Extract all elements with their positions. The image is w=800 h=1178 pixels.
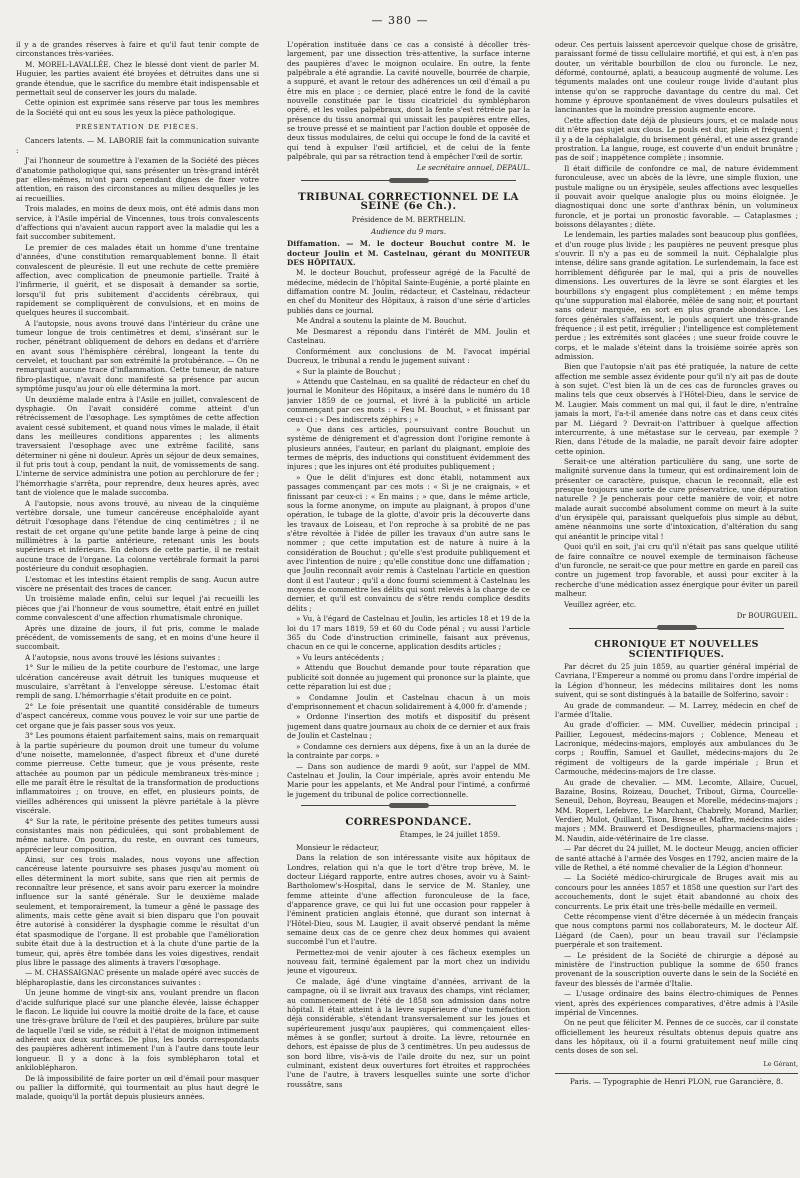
paragraph: Un jeune homme de vingt-six ans, voulant prendre un flacon d'acide sulfurique placé sur une planche élevée, laisse échapper le flacon. Le liquide lui couvre la moitié droite de la face, et cause une très-grave brûlure de l'œil et des paupières, brûlure par suite de laquelle l'œil se vide, se réduit à l'état de moignon intimement adhérent aux deux surfaces. De plus, les bords correspondants des paupières adhèrent intimement l'un à l'autre dans toute leur longueur. Il y a donc à la fois symblépharon total et ankiloblépharon. xyxy=(16,988,259,1072)
paragraph: Par décret du 25 juin 1859, au quartier général impérial de Cavriana, l'Empereur a nommé ou promu dans l'ordre impérial de la Légion d'honneur, les médecins militaires dont les noms suivent, qui se sont distingués à la bataille de Solferino, savoir : xyxy=(555,661,798,699)
audience-date: Audience du 9 mars. xyxy=(370,226,447,236)
paragraph: — L'usage ordinaire des bains électro-chimiques de Pennes vient, après des expériences comparatives, d'être admis à l'Asile impérial de Vincennes. xyxy=(555,989,798,1017)
paragraph: Cette opinion est exprimée sans réserve par tous les membres de la Société qui ont eu sous les yeux la pièce pathologique. xyxy=(16,98,259,117)
paragraph: il y a de grandes réserves à faire et qu'il faut tenir compte de circonstances très-variées. xyxy=(16,40,259,59)
column-middle xyxy=(287,40,530,1168)
paragraph: A l'autopsie, nous avons trouvé dans l'intérieur du crâne une tumeur longue de trois centimètres et demi, s'insérant sur le rocher, pénétrant obliquement de dehors en dedans et d'arrière en avant sous l'hémisphère cérébral, longeant la tente du cervelet, et touchant par son extrémité la protubérance. — On ne remarquait aucune trace d'inflammation. Cette tumeur, de nature fibro-plastique, n'avait donc manifesté sa présence par aucun symptôme jusqu'au jour où elle détermina la mort. xyxy=(16,318,259,394)
paragraph: » Que dans ces articles, poursuivant contre Bouchut un système de dénigrement et d'agression dont l'origine remonte à plusieurs années, l'auteur, en parlant du plaignant, emploie des termes de mépris, des inductions qui constituent évidemment des injures ; que les injures ont été produites publiquement ; xyxy=(287,425,530,472)
paragraph: — Le président de la Société de chirurgie a déposé au ministère de l'instruction publique la somme de 650 francs provenant de la souscription ouverte dans le sein de la Société en faveur des blessés de l'armée d'Italie. xyxy=(555,950,798,988)
paragraph: » Ordonne l'insertion des motifs et dispositif du présent jugement dans quatre journaux au choix de ce dernier et aux frais de Joulin et Castelnau ; xyxy=(287,712,530,741)
paragraph: » Que le délit d'injures est donc établi, notamment aux passages commençant par ces mots : « Si je ne craignais, » et finissant par ceux-ci : « En mains ; » que, dans le même article, sous la forme anonyme, on impute au plaignant, à propos d'une opération, le tubage de la glotte, d'avoir pris la découverte dans les travaux de Loiseau, et l'on reproche à sa probité de ne pas s'être révoltée à l'idée de piller les travaux d'un autre sans le nommer ; que cette imputation est de nature à nuire à la considération de Bouchut ; qu'elle s'est produite publiquement et avec l'intention de nuire ; qu'elle constitue donc une diffamation ; que Joulin reconnaît avoir remis à Castelnau l'article en question dont il est l'auteur ; qu'il a donc fourni sciemment à Castelnau les moyens de commettre les délits qui sont relevés à la charge de ce dernier, et qu'il est convaincu de s'être rendu complice desdits délits ; xyxy=(287,472,530,613)
ornamental-divider xyxy=(301,802,516,810)
paragraph: » Attendu que Castelnau, en sa qualité de rédacteur en chef du journal le Moniteur des Hôpitaux, a inséré dans le numéro du 18 janvier 1859 de ce journal, et livré à la publicité un article commençant par ces mots : « Feu M. Bouchut, » et finissant par ceux-ci : « Des indiscrets zéphirs ; » xyxy=(287,377,530,424)
gerant-label: Le Gérant, xyxy=(763,1059,798,1068)
paragraph: De là impossibilité de faire porter un œil d'émail pour masquer ou pallier la difformité, qui tourmentait au plus haut degré le malade, quoiqu'il la portât depuis plusieurs années. xyxy=(16,1073,259,1102)
paragraph: » Vu, à l'égard de Castelnau et Joulin, les articles 18 et 19 de la loi du 17 mars 1819, 59 et 60 du Code pénal ; vu aussi l'article 365 du Code d'instruction criminelle, faisant aux prévenus, chacun en ce qui le concerne, application desdits articles ; xyxy=(287,614,530,652)
paragraph: M. MOREL-LAVALLÉE. Chez le blessé dont vient de parler M. Huguier, les parties avaient été broyées et détruites dans une si grande étendue, que le sacrifice du membre était indispensable et permettait seul de conserver les jours du malade. xyxy=(16,59,259,97)
paragraph: 1° Sur le milieu de la petite courbure de l'estomac, une large ulcération cancéreuse avait détruit les tuniques muqueuse et musculaire, s'arrêtant à l'enveloppe séreuse. L'estomac était rempli de sang. L'hémorrhagie s'était produite en ce point. xyxy=(16,663,259,701)
paragraph: — Par décret du 24 juillet, M. le docteur Meugg, ancien officier de santé attaché à l'armée des Vosges en 1792, ancien maire de la ville de Rethel, a été nommé chevalier de la Légion d'honneur. xyxy=(555,844,798,872)
column-left xyxy=(16,40,259,1168)
paragraph: Bien que l'autopsie n'ait pas été pratiquée, la nature de cette affection me semble assez évidente pour qu'il n'y ait pas de doute à son sujet. C'est bien là un de ces cas de furoncles graves ou malins tels que ceux observés à l'Hôtel-Dieu, dans le service de M. Laugier. Mais comment un mal qui, il faut le dire, n'entraîne jamais la mort, l'a-t-il amenée dans notre cas et dans ceux cités par M. Liégard ? Devrait-on l'attribuer à quelque affection intercurrente, à une métastase sur le cerveau, par exemple ? Rien, dans l'étude de la maladie, ne paraît devoir faire adopter cette opinion. xyxy=(555,362,798,456)
page-number: — 380 — xyxy=(371,14,429,27)
section-title-pieces: PRÉSENTATION DE PIÈCES. xyxy=(75,123,200,132)
paragraph: Un deuxième malade entra à l'Asile en juillet, convalescent de dysphagie. On l'avait considéré comme atteint d'un rétrécissement de l'œsophage. Les symptômes de cette affection avaient cessé subitement, et quand nous vîmes le malade, il était dans les meilleures conditions apparentes ; les aliments traversaient l'œsophage avec une extrême facilité, sans déterminer ni gêne ni douleur. Après un séjour de deux semaines, il fut pris tout à coup, pendant la nuit, de vomissements de sang. L'interne de service administra une potion au perchlorure de fer ; l'hémorrhagie s'arrêta, pour reprendre, deux heures après, avec tant de violence que le malade succomba. xyxy=(16,394,259,498)
paragraph: Quoi qu'il en soit, j'ai cru qu'il n'était pas sans quelque utilité de faire connaître ce nouvel exemple de terminaison fâcheuse d'un furoncle, ne serait-ce que pour mettre en garde en pareil cas contre un jugement trop favorable, et aussi pour exciter à la recherche d'une médication assez énergique pour éviter un pareil malheur. xyxy=(555,542,798,599)
paragraph: J'ai l'honneur de soumettre à l'examen de la Société des pièces d'anatomie pathologique qui, sans présenter un très-grand intérêt par elles-mêmes, m'ont paru cependant dignes de fixer votre attention, en raison des circonstances au milieu desquelles je les ai recueillies. xyxy=(16,156,259,203)
ornamental-divider xyxy=(301,177,516,185)
paragraph: On ne peut que féliciter M. Pennes de ce succès, car il constate officiellement les heureux résultats obtenus depuis quatre ans dans les hôpitaux, où il a fourni gratuitement neuf mille cinq cents doses de son sel. xyxy=(555,1018,798,1056)
signature-bourgueil: Dr BOURGUEIL. xyxy=(736,610,798,620)
paragraph: Dans la relation de son intéressante visite aux hôpitaux de Londres, relation qui n'a que le tort d'être trop brève, M. le docteur Liégard rapporte, entre autres choses, avoir vu à Saint-Bartholomew's-Hospital, dans le service de M. Stanley, une femme atteinte d'une affection furonculeuse de la face, d'apparence grave, ce qui lui fut une occasion pour rappeler à l'éminent praticien anglais étonné, que durant son internat à l'Hôtel-Dieu, sous M. Laugier, il avait observé pendant la même semaine deux cas de ce genre chez deux hommes qui avaient succombé l'un et l'autre. xyxy=(287,853,530,947)
paragraph: Le lendemain, les parties malades sont beaucoup plus gonflées, et d'un rouge plus livide ; les paupières ne peuvent presque plus s'ouvrir. Il n'y a pas eu de sommeil la nuit. Céphalalgie plus intense, délire sans grande agitation. Le surlendemain, la face est horriblement défigurée par le mal, qui a pris de nouvelles dimensions. Les ouvertures de la lèvre se sont élargies et les bourbillons s'y engagent plus complètement ; en même temps qu'une suppuration mal élaborée, mêlée de sang noir, et pourtant sans odeur marquée, en sort en plus grande abondance. Les forces générales s'affaissent, le pouls acquiert une très-grande fréquence ; il est petit, irrégulier ; l'intelligence est complètement perdue ; les extrémités sont glacées ; une sueur froide couvre le corps, et le malade s'éteint dans la troisième soirée après son admission. xyxy=(555,230,798,361)
imprint: Paris. — Typographie de Henri PLON, rue Garancière, 8. xyxy=(569,1077,784,1087)
paragraph: Cette récompense vient d'être décernée à un médecin français que nous comptons parmi nos collaborateurs, M. le docteur Alf. Liégard (de Caen), pour un beau travail sur l'éclampsie puerpérale et son traitement. xyxy=(555,912,798,950)
paragraph: Un troisième malade enfin, celui sur lequel j'ai recueilli les pièces que j'ai l'honneur de vous soumettre, était entré en juillet comme convalescent d'une affection rhumatismale chronique. xyxy=(16,594,259,623)
paragraph: » Attendu que Bouchut demande pour toute réparation que publicité soit donnée au jugement qui prononce sur la plainte, que cette réparation lui est due ; xyxy=(287,663,530,692)
paragraph: Cette affection date déjà de plusieurs jours, et ce malade nous dit n'être pas sujet aux clous. Le pouls est dur, plein et fréquent ; il y a de la céphalalgie, du brisement général, et une assez grande prostration. La langue, rouge, est couverte d'un enduit brunâtre ; pas de soif ; inappétence complète ; insomnie. xyxy=(555,115,798,163)
paragraph: A l'autopsie, nous avons trouvé, au niveau de la cinquième vertèbre dorsale, une tumeur cancéreuse encéphaloïde ayant détruit l'œsophage dans l'étendue de cinq centimètres ; il ne restait de cet organe qu'une petite bande large à peine de cinq millimètres à la partie antérieure, retenant unis les bouts supérieurs et inférieurs. En dehors de cette partie, il ne restait aucune trace de l'organe. La colonne vertébrale formait la paroi postérieure du conduit œsophagien. xyxy=(16,498,259,574)
paragraph: odeur. Ces pertuis laissent apercevoir quelque chose de grisâtre, paraissant formé de tissu cellulaire mortifié, et qui est, à n'en pas douter, un véritable bourbillon de clou ou furoncle. Le nez, déformé, contourné, aplati, a beaucoup augmenté de volume. Les téguments malades ont une couleur rouge livide d'autant plus intense qu'on se rapproche davantage du centre du mal. Cet homme y éprouve spontanément de vives douleurs pulsatiles et lancinantes que la moindre pression augmente encore. xyxy=(555,40,798,115)
paragraph: L'estomac et les intestins étaient remplis de sang. Aucun autre viscère ne présentait des traces de cancer. xyxy=(16,574,259,593)
paragraph: » Vu leurs antécédents ; xyxy=(296,652,385,662)
paragraph: « Sur la plainte de Bouchut ; xyxy=(296,366,401,376)
paragraph: Trois malades, en moins de deux mois, ont été admis dans mon service, à l'Asile impérial de Vincennes, tous trois convalescents d'affections qui n'avaient aucun rapport avec la maladie qui les a fait succomber subitement. xyxy=(16,204,259,242)
footer-rule xyxy=(555,1073,798,1074)
paragraph: Me Andral a soutenu la plainte de M. Bouchut. xyxy=(296,316,467,326)
correspondance-title: CORRESPONDANCE. xyxy=(345,815,472,828)
paragraph: » Condamne ces derniers aux dépens, fixe à un an la durée de la contrainte par corps. » xyxy=(287,741,530,761)
presidence: Présidence de M. BERTHELIN. xyxy=(351,214,466,224)
paragraph: Au grade de chevalier. — MM. Lecomte, Allaire, Cucuel, Bazaine, Bosins, Roizeau, Douchet, Tribout, Girma, Courcelle-Seneuil, Dehon, Boyreau, Beaugen et Morelle, médecins-majors ; MM. Ropert, Lefebvre, Le Marchant, Chabrely, Morand, Marlier, Verdier, Mulot, Quillant, Tison, Bresse et Maffre, médecins aides-majors ; MM. Brauwerd et Desdigneulles, pharmaciens-majors ; M. Naudin, aide-vétérinaire de 1re classe. xyxy=(555,777,798,843)
paragraph: Au grade d'officier. — MM. Cuvellier, médecin principal ; Paillier, Legouest, médecins-majors ; Coblence, Meneau et Lacronique, médecins-majors, employés aux ambulances du 3e corps ; Rouffin, Samuel et Gaullet, médecins-majors du 2e régiment de voltigeurs de la garde impériale ; Brun et Carmouche, médecins-majors de 1re classe. xyxy=(555,720,798,777)
paragraph: Au grade de commandeur. — M. Larrey, médecin en chef de l'armée d'Italie. xyxy=(555,700,798,719)
paragraph: L'opération instituée dans ce cas a consisté à décoller très-largement, par une dissection très-attentive, la surface interne des paupières d'avec le moignon oculaire. En outre, la fente palpébrale a été agrandie. La cavité nouvelle, bourrée de charpie, a suppuré, et avant le retour des adhérences un œil d'émail a pu être mis en place ; ce dernier, placé entre le fond de la cavité nouvelle constituée par le tissu cicatriciel du symblépharon opéré, et les voiles palpébraux, dont la fente s'est rétrécie par la présence du tissu anormal qui unissait les paupières entre elles, se trouve pressé et se maintient par l'action double et opposée de deux tissus modulaires, de celui qui occupe le fond de la cavité et qui tend à expulser l'œil artificiel, et de celui de la fente palpébrale, qui par sa rétraction tend à empêcher l'œil de sortir. xyxy=(287,40,530,162)
paragraph: A l'autopsie, nous avons trouvé les lésions suivantes : xyxy=(25,652,221,662)
column-right xyxy=(555,40,798,1168)
salutation: Monsieur le rédacteur, xyxy=(296,842,380,852)
paragraph: M. le docteur Bouchut, professeur agrégé de la Faculté de médecine, médecin de l'hôpital Sainte-Eugénie, a porté plainte en diffamation contre M. Joulin, rédacteur, et Castelnau, rédacteur en chef du Moniteur des Hôpitaux, à raison d'une série d'articles publiés dans ce journal. xyxy=(287,268,530,315)
paragraph: Il était difficile de confondre ce mal, de nature évidemment furonculeuse, avec un abcès de la lèvre, une simple fluxion, une pustule maligne ou un érysipèle, seules affections avec lesquelles il pouvait avoir quelque analogie plus ou moins éloignée. Je diagnostiquai donc une sorte d'anthrax bénin, un volumineux furoncle, et je portai un pronostic favorable. — Cataplasmes ; boissons délayantes ; diète. xyxy=(555,163,798,229)
paragraph: 4° Sur la rate, le péritoine présente des petites tumeurs aussi consistantes mais non pédiculées, qui sont probablement de même nature. On pourra, du reste, en ouvrant ces tumeurs, apprécier leur composition. xyxy=(16,816,259,854)
paragraph: Conformément aux conclusions de M. l'avocat impérial Ducreux, le tribunal a rendu le jugement suivant : xyxy=(287,346,530,366)
ornamental-divider xyxy=(569,624,784,632)
chronique-title: CHRONIQUE ET NOUVELLES SCIENTIFIQUES. xyxy=(594,639,759,660)
paragraph: Diffamation. — M. le docteur Bouchut contre M. le docteur Joulin et M. Castelnau, gérant du MONITEUR DES HÔPITAUX. xyxy=(287,239,530,267)
paragraph: Me Desmarest a répondu dans l'intérêt de MM. Joulin et Castelnau. xyxy=(287,326,530,346)
paragraph: Serait-ce une altération particulière du sang, une sorte de malignité survenue dans la tumeur, qui est ordinairement loin de présenter ce caractère, puisque, chacun le reconnaît, elle est presque toujours une sorte de cure préservatrice, une dépuration naturelle ? Je pencherais pour cette manière de voir, et notre malade aurait succombé absolument comme on meurt à la suite d'un érysipèle qui, paraissant quelquefois plus simple au début, amène néanmoins une sorte d'intoxication, d'altération du sang qui anéantit le principe vital ! xyxy=(555,457,798,541)
paragraph: — M. CHASSAIGNAC présente un malade opéré avec succès de blépharoplastie, dans les circonstances suivantes : xyxy=(16,968,259,987)
tribunal-title: TRIBUNAL CORRECTIONNEL DE LA SEINE (6e Ch.). xyxy=(298,190,519,213)
paragraph: Veuillez agréer, etc. xyxy=(564,599,637,609)
paragraph: Le premier de ces malades était un homme d'une trentaine d'années, d'une constitution remarquablement bonne. Il était convalescent de pleurésie. Il eut une rechute de cette première affection, avec complication de pneumonie partielle. Traité à l'infirmerie, il guérit, et se disposait à demander sa sortie, lorsqu'il fut pris subitement d'accidents cérébraux, qui rapidement se compliquèrent de convulsions, et en moins de quelques heures il succombait. xyxy=(16,242,259,318)
signature-secretary: Le secrétaire annuel, DEPAUL. xyxy=(416,163,530,173)
paragraph: 2° Le foie présentait une quantité considérable de tumeurs d'aspect cancéreux, comme vous pouvez le voir sur une partie de cet organe que je fais passer sous vos yeux. xyxy=(16,702,259,730)
paragraph: Ainsi, sur ces trois malades, nous voyons une affection cancéreuse latente poursuivre ses phases jusqu'au moment où elles déterminent la mort subite, sans que rien ait permis de reconnaître leur présence, et sans avoir paru exercer la moindre influence sur la santé générale. Sur le deuxième malade seulement, et temporairement, la tumeur a gêné le passage des aliments, mais cette gêne avait si bien disparu que l'on pouvait être autorisé à considérer la dysphagie comme le résultat d'un état spasmodique de l'organe. Il est probable que l'amélioration subite était due à la destruction et à la chute d'une partie de la tumeur, qui, après être tombée dans les voies digestives, rendait plus libre le passage des aliments à travers l'œsophage. xyxy=(16,855,259,967)
paragraph: Ce malade, âgé d'une vingtaine d'années, arrivant de la campagne, où il se livrait aux travaux des champs, vint réclamer, au commencement de l'été de 1858 son admission dans notre hôpital. Il était atteint à la lèvre supérieure d'une tuméfaction déjà considérable, s'étendant transversalement sur les joues et supérieurement jusqu'aux paupières, qui commençaient elles-mêmes à se gonfler, surtout à droite. La lèvre, retournée en dehors, est épaisse de plus de 3 centimètres. Un peu audessus de son bord libre, vis-à-vis de l'aile droite du nez, sur un point culminant, existent deux ouvertures fort étroites et rapprochées l'une de l'autre, à travers lesquelles suinte une sorte d'ichor roussâtre, sans xyxy=(287,977,530,1089)
paragraph: — La Société médico-chirurgicale de Bruges avait mis au concours pour les années 1857 et 1858 une question sur l'art des accouchements, dont le sujet était abandonné au choix des concurrents. Le prix était une très-belle médaille en vermeil. xyxy=(555,873,798,911)
paragraph: — Dans son audience de mardi 9 août, sur l'appel de MM. Castelnau et Joulin, la Cour impériale, après avoir entendu Me Marie pour les appelants, et Me Andral pour l'intimé, a confirmé le jugement du tribunal de police correctionnelle. xyxy=(287,761,530,799)
paragraph: Permettez-moi de venir ajouter à ces fâcheux exemples un nouveau fait, terminé également par la mort chez un individu jeune et vigoureux. xyxy=(287,947,530,976)
paragraph: Cancers latents. — M. LABORIE fait la communication suivante : xyxy=(16,136,259,155)
paragraph: » Condamne Joulin et Castelnau chacun à un mois d'emprisonnement et chacun solidairement à 4,000 fr. d'amende ; xyxy=(287,692,530,711)
paragraph: Après une dizaine de jours, il fut pris, comme le malade précédent, de vomissements de sang, et en moins d'une heure il succombait. xyxy=(16,623,259,652)
correspondance-place-date: Étampes, le 24 juillet 1859. xyxy=(399,830,500,840)
paragraph: 3° Les poumons étaient parfaitement sains, mais on remarquait à la partie supérieure du poumon droit une tumeur du volume d'une noisette, mamelonnée, d'aspect fibreux et d'une dureté comme pierreuse. Cette tumeur, que je vous présente, reste attachée au poumon par un pédicule membraneux très-mince ; elle me paraît être le résultat de la transformation de productions inflammatoires ; on trouve, en effet, en plusieurs points, de vieilles adhérences qui unissent la plèvre pariétale à la plèvre viscérale. xyxy=(16,731,259,815)
